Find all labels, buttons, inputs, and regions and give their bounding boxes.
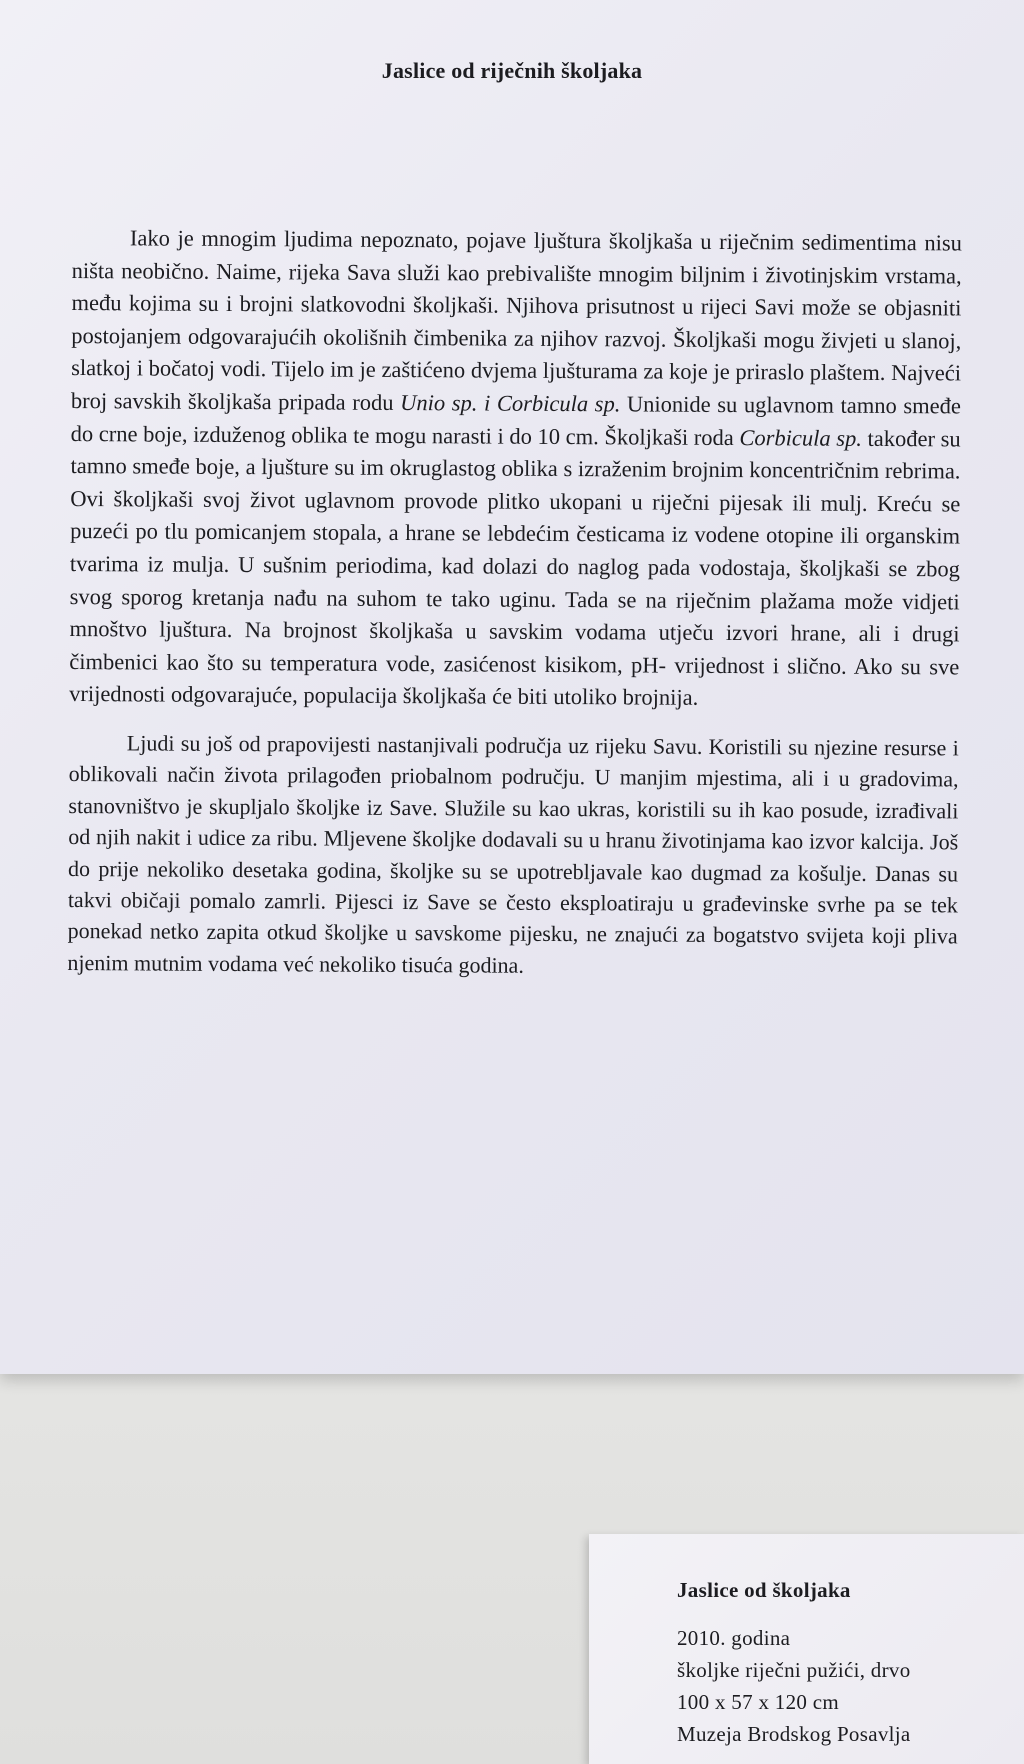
exhibit-title: Jaslice od školjaka — [677, 1578, 851, 1602]
paragraph-shells-biology — [69, 222, 962, 716]
paragraph-shells-history: Ljudi su još od prapovijesti nastanjivali područja uz rijeku Savu. Koristili su njezine resurse i oblikovali način života prilagođen priobalnom području. U manjim mjestima, ali i u gradovima, stanovništvo je skupljalo školjke iz Save. Služile su kao ukras, koristili su ih kao posude, izrađivali od njih nakit i udice za ribu. Mljevene školjke dodavali su u hranu životinjama kao izvor kalcija. Još do prije nekoliko desetaka godina, školjke su se upotrebljavale kao dugmad za košulje. Danas su takvi običaji pomalo zamrli. Pijesci iz Save se često eksploatiraju u građevinske svrhe pa se tek ponekad netko zapita otkud školjke u savskome pijesku, ne znajući za bogatstvo svijeta koji pliva njenim mutnim vodama već nekoliko tisuća godina. — [67, 730, 959, 978]
exhibit-owner: Muzeja Brodskog Posavlja — [677, 1722, 911, 1746]
paragraph-1-text-c: također su tamno smeđe boje, a ljušture su im okruglastog oblika s izraženim brojnim koncentričnim rebrima. Ovi školjkaši svoj život uglavnom provode plitko ukopani u riječni pijesak ili mulj. Kreću se puzeći po tlu pomicanjem stopala, a hrane se lebdećim česticama iz vodene otopine ili organskim tvarima iz mulja. U sušnim periodima, kad dolazi do naglog pada vodostaja, školjkaši se zbog svog sporog kretanja nađu na suhom te tako uginu. Tada se na riječnim plažama može vidjeti mnoštvo ljuštura. Na brojnost školjkaša u savskim vodama utječu izvori hrane, ali i drugi čimbenici kao što su temperatura vode, zasićenost kisikom, pH- vrijednost i slično. Ako su sve vrijednosti odgovarajuće, populacija školjkaša će biti utoliko brojnija. — [69, 425, 961, 711]
exhibit-year: 2010. godina — [677, 1626, 791, 1650]
exhibit-materials: školjke riječni pužići, drvo — [677, 1658, 911, 1682]
exhibit-details — [677, 1622, 911, 1750]
panel-title: Jaslice od riječnih školjaka — [381, 58, 643, 83]
exhibit-label-card — [589, 1534, 1024, 1764]
paragraph-1-text-a: Iako je mnogim ljudima nepoznato, pojave ljuštura školjkaša u riječnim sedimentima nisu ništa neobično. Naime, rijeka Sava služi kao prebivalište mnogim biljnim i životinjskim vrstama, među kojima su i brojni slatkovodni školjkaši. Njihova prisutnost u rijeci Savi može se objasniti postojanjem odgovarajućih okolišnih čimbenika za njihov razvoj. Školjkaši mogu živjeti u slanoj, slatkoj i bočatoj vodi. Tijelo im je zaštićeno dvjema ljušturama za koje je priraslo plaštem. Najveći broj savskih školjkaša pripada rodu — [70, 225, 962, 415]
exhibit-dimensions: 100 x 57 x 120 cm — [677, 1690, 840, 1714]
paragraph-1-text-b: Unionide su uglavnom tamno smeđe do crne boje, izduženog oblika te mogu narasti i do 10 cm. Školjkaši roda — [70, 391, 961, 450]
panel-body — [67, 222, 962, 984]
corbicula-italic: Corbicula sp. — [739, 424, 863, 451]
genus-names-italic: Unio sp. i Corbicula sp. — [400, 389, 621, 417]
